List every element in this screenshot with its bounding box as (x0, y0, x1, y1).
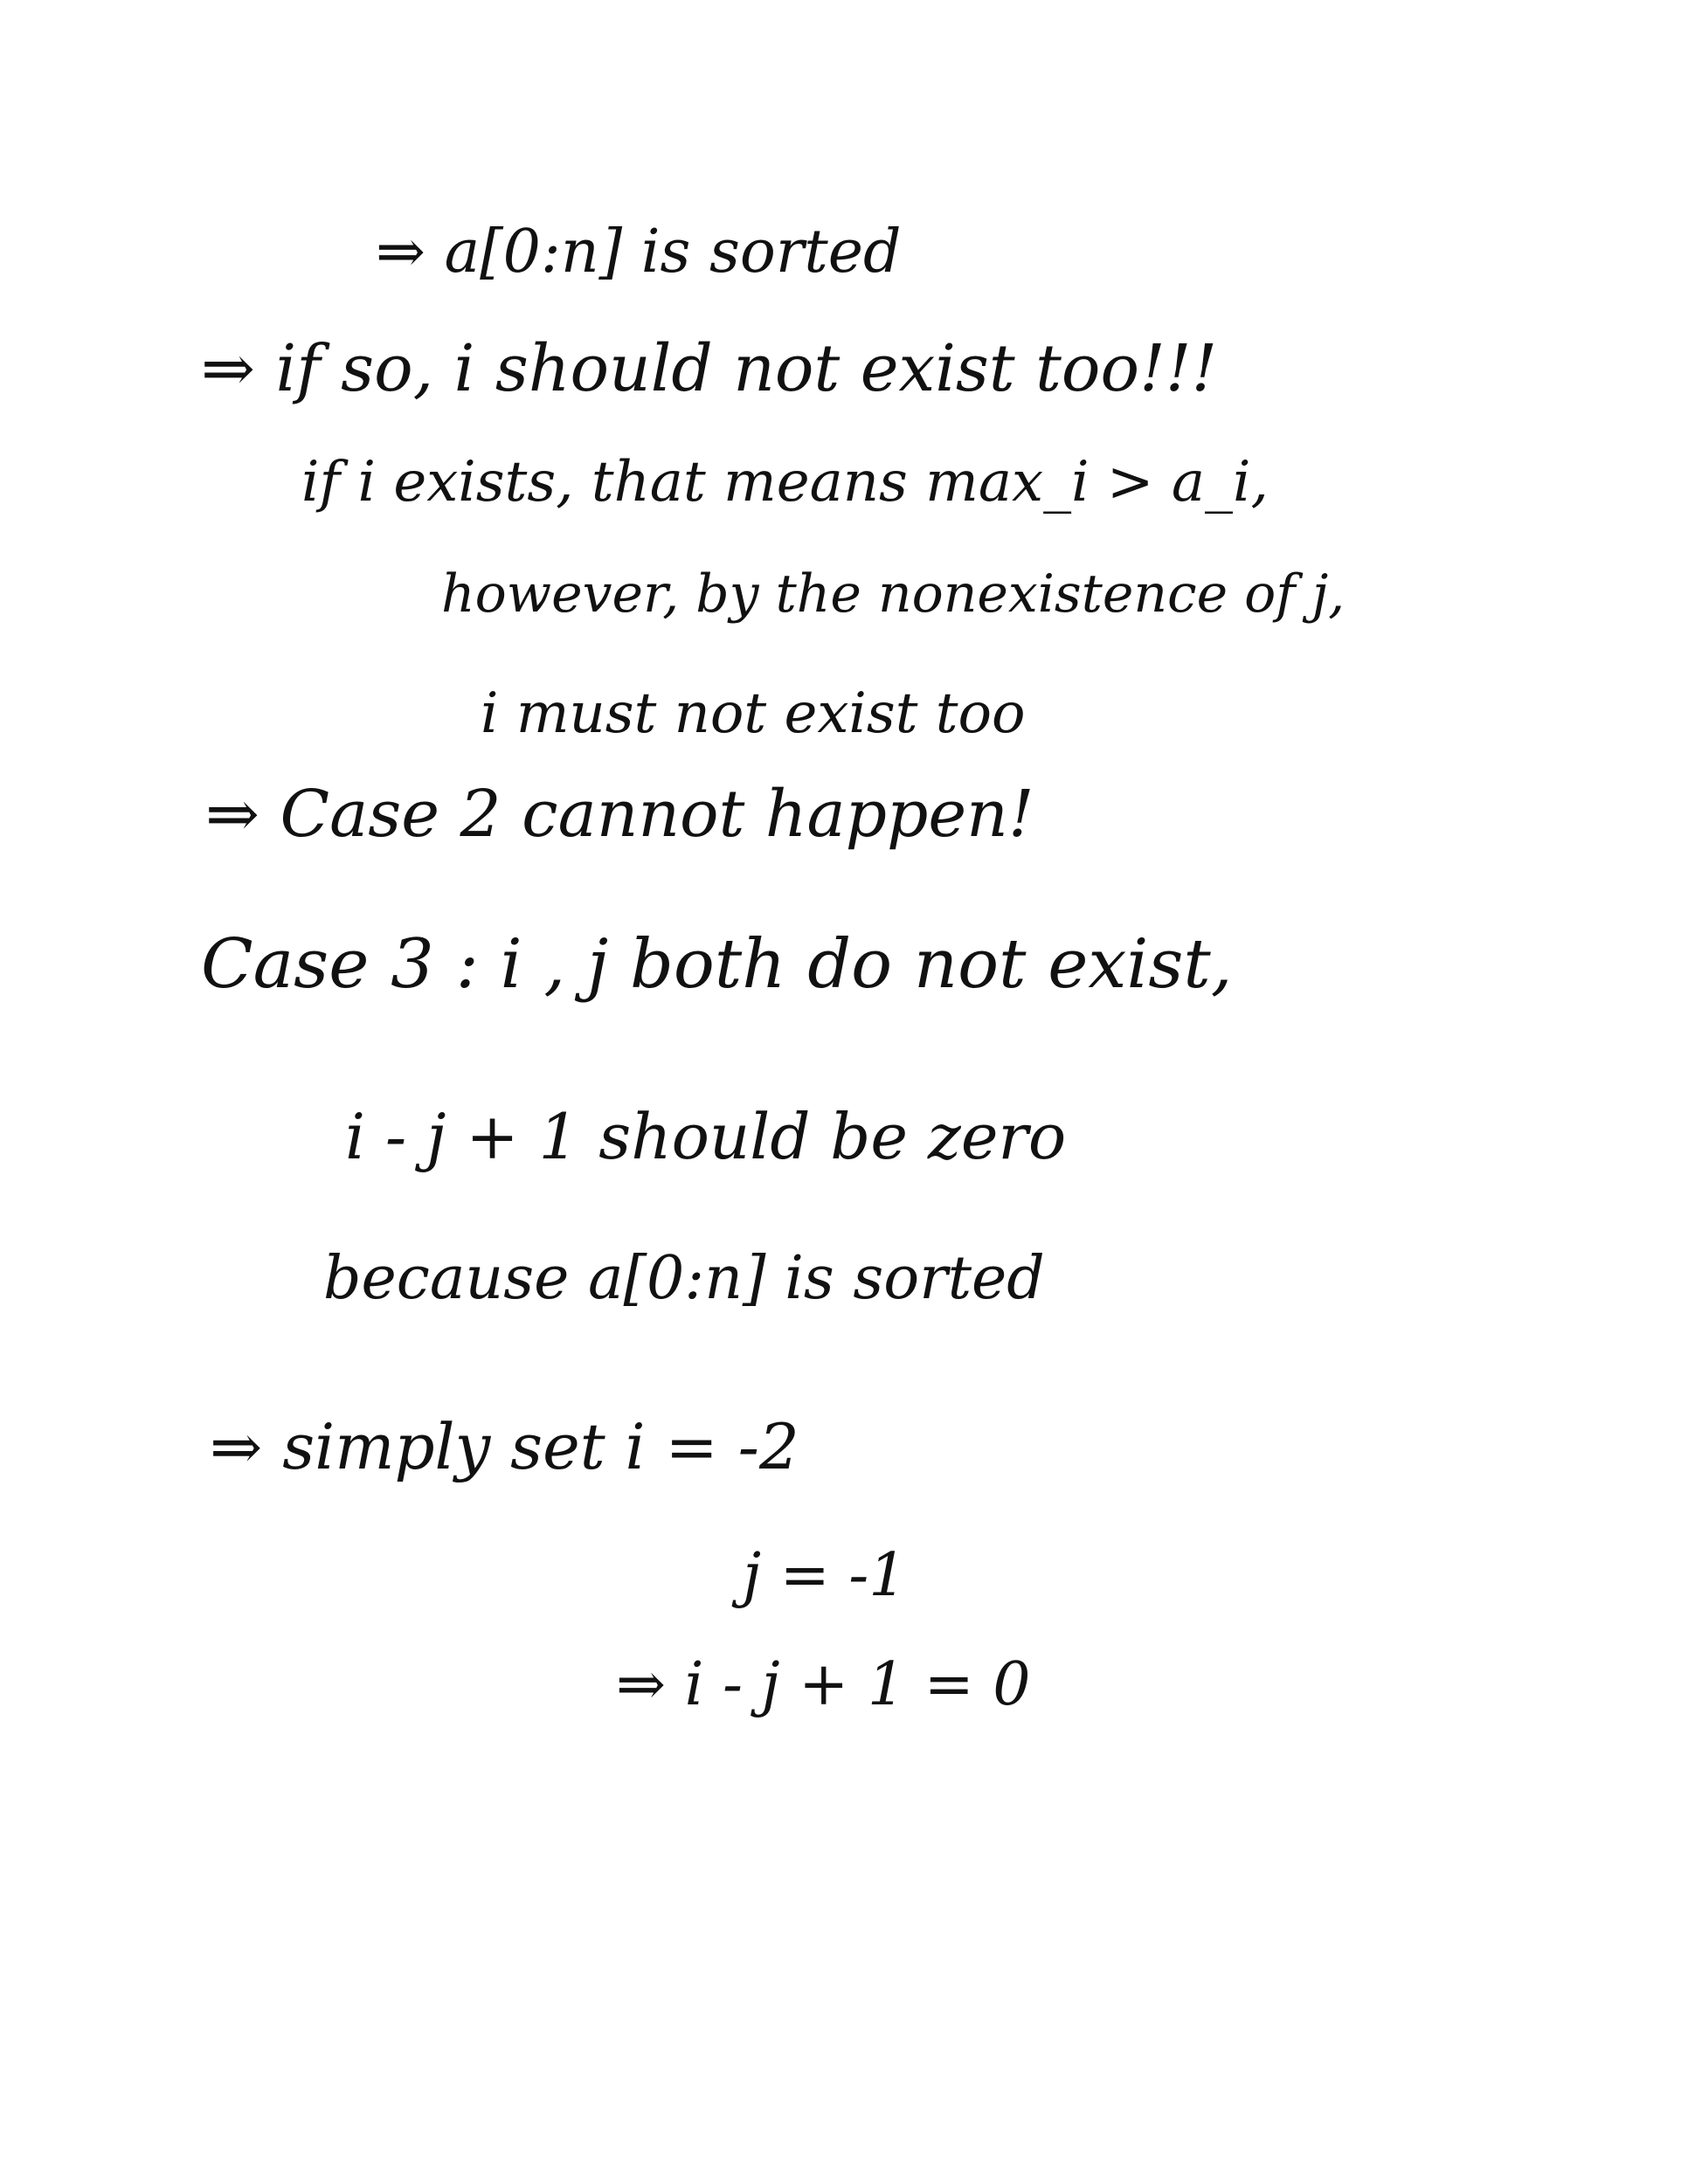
note-line-if-i-exists: if i exists, that means max_i > a_i, (301, 450, 1269, 515)
note-line-result: ⇒ i - j + 1 = 0 (616, 1650, 1031, 1719)
note-line-set-j: j = -1 (743, 1541, 907, 1610)
note-line-because-sorted: because a[0:n] is sorted (323, 1244, 1045, 1313)
note-line-must-not-exist: i must not exist too (481, 681, 1026, 746)
note-line-sorted: ⇒ a[0:n] is sorted (376, 218, 902, 287)
note-line-case-2-conclusion: ⇒ Case 2 cannot happen! (205, 777, 1034, 852)
note-line-case-3-heading: Case 3 : i , j both do not exist, (201, 925, 1233, 1004)
note-line-should-be-zero: i - j + 1 should be zero (345, 1100, 1067, 1173)
note-line-however: however, by the nonexistence of j, (441, 563, 1346, 625)
note-line-i-should-not-exist: ⇒ if so, i should not exist too!!! (201, 331, 1218, 406)
note-line-simply-set-i: ⇒ simply set i = -2 (210, 1410, 799, 1483)
